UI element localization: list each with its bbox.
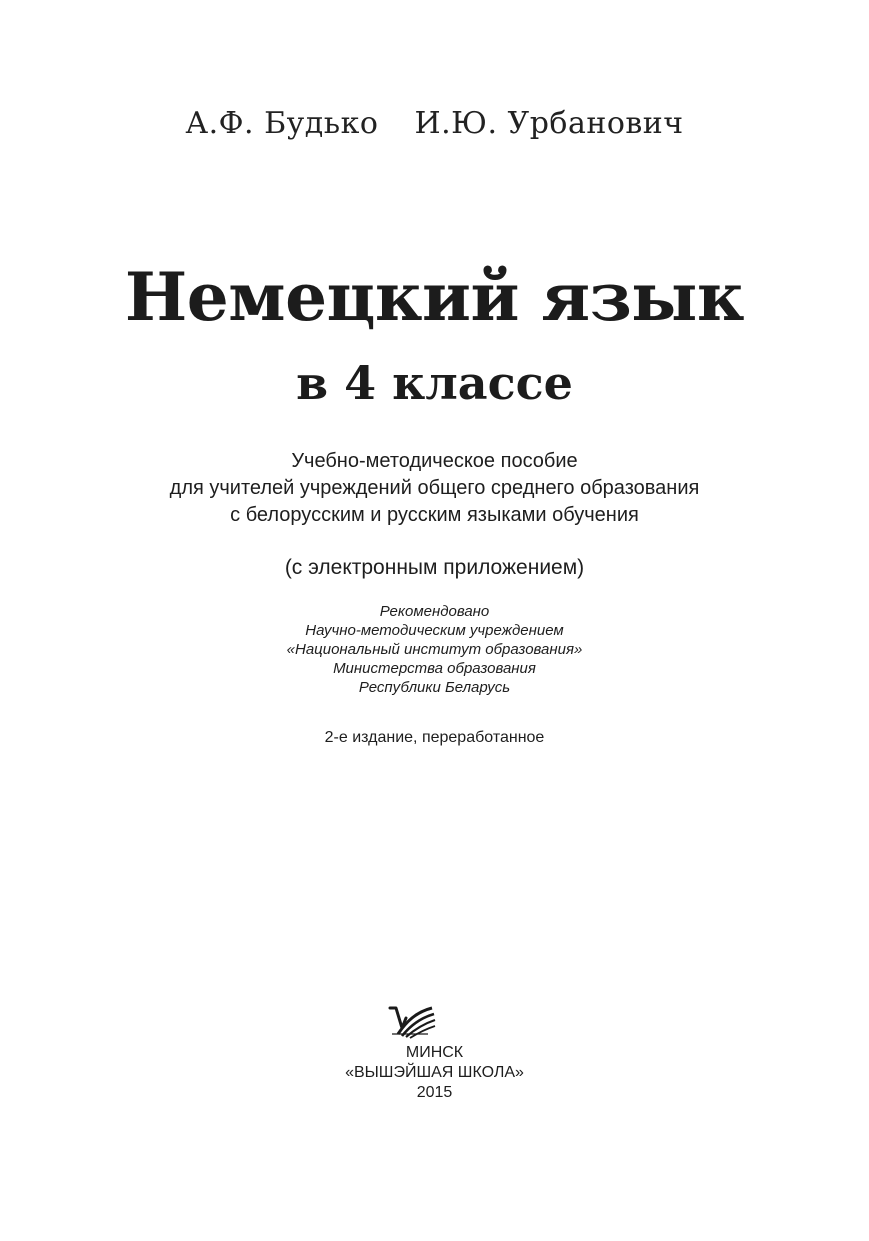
edition-note: 2-е издание, переработанное [324, 729, 545, 746]
author-name: А.Ф. Будько [185, 106, 379, 141]
publisher-logo-icon [388, 1004, 436, 1040]
book-description [0, 448, 869, 529]
appendix-note: (с электронным приложением) [284, 556, 585, 579]
recommendation-line: Научно-методическим учреждением [305, 622, 564, 639]
book-subtitle: в 4 классе [296, 356, 573, 410]
author-name: И.Ю. Урбанович [414, 106, 684, 141]
recommendation-block [0, 602, 869, 697]
publisher-name: «ВЫШЭЙШАЯ ШКОЛА» [345, 1064, 524, 1081]
publisher-city: МИНСК [405, 1044, 464, 1061]
description-line: с белорусским и русским языками обучения [230, 504, 639, 526]
authors [0, 106, 869, 141]
book-title: Немецкий язык [124, 258, 745, 336]
publisher-block [0, 1043, 869, 1103]
recommendation-line: Республики Беларусь [358, 679, 511, 696]
recommendation-line: Рекомендовано [379, 603, 490, 620]
description-line: Учебно-методическое пособие [291, 450, 578, 472]
recommendation-line: «Национальный институт образования» [286, 641, 583, 658]
recommendation-line: Министерства образования [333, 660, 536, 677]
description-line: для учителей учреждений общего среднего образования [169, 477, 700, 499]
publication-year: 2015 [416, 1084, 453, 1101]
